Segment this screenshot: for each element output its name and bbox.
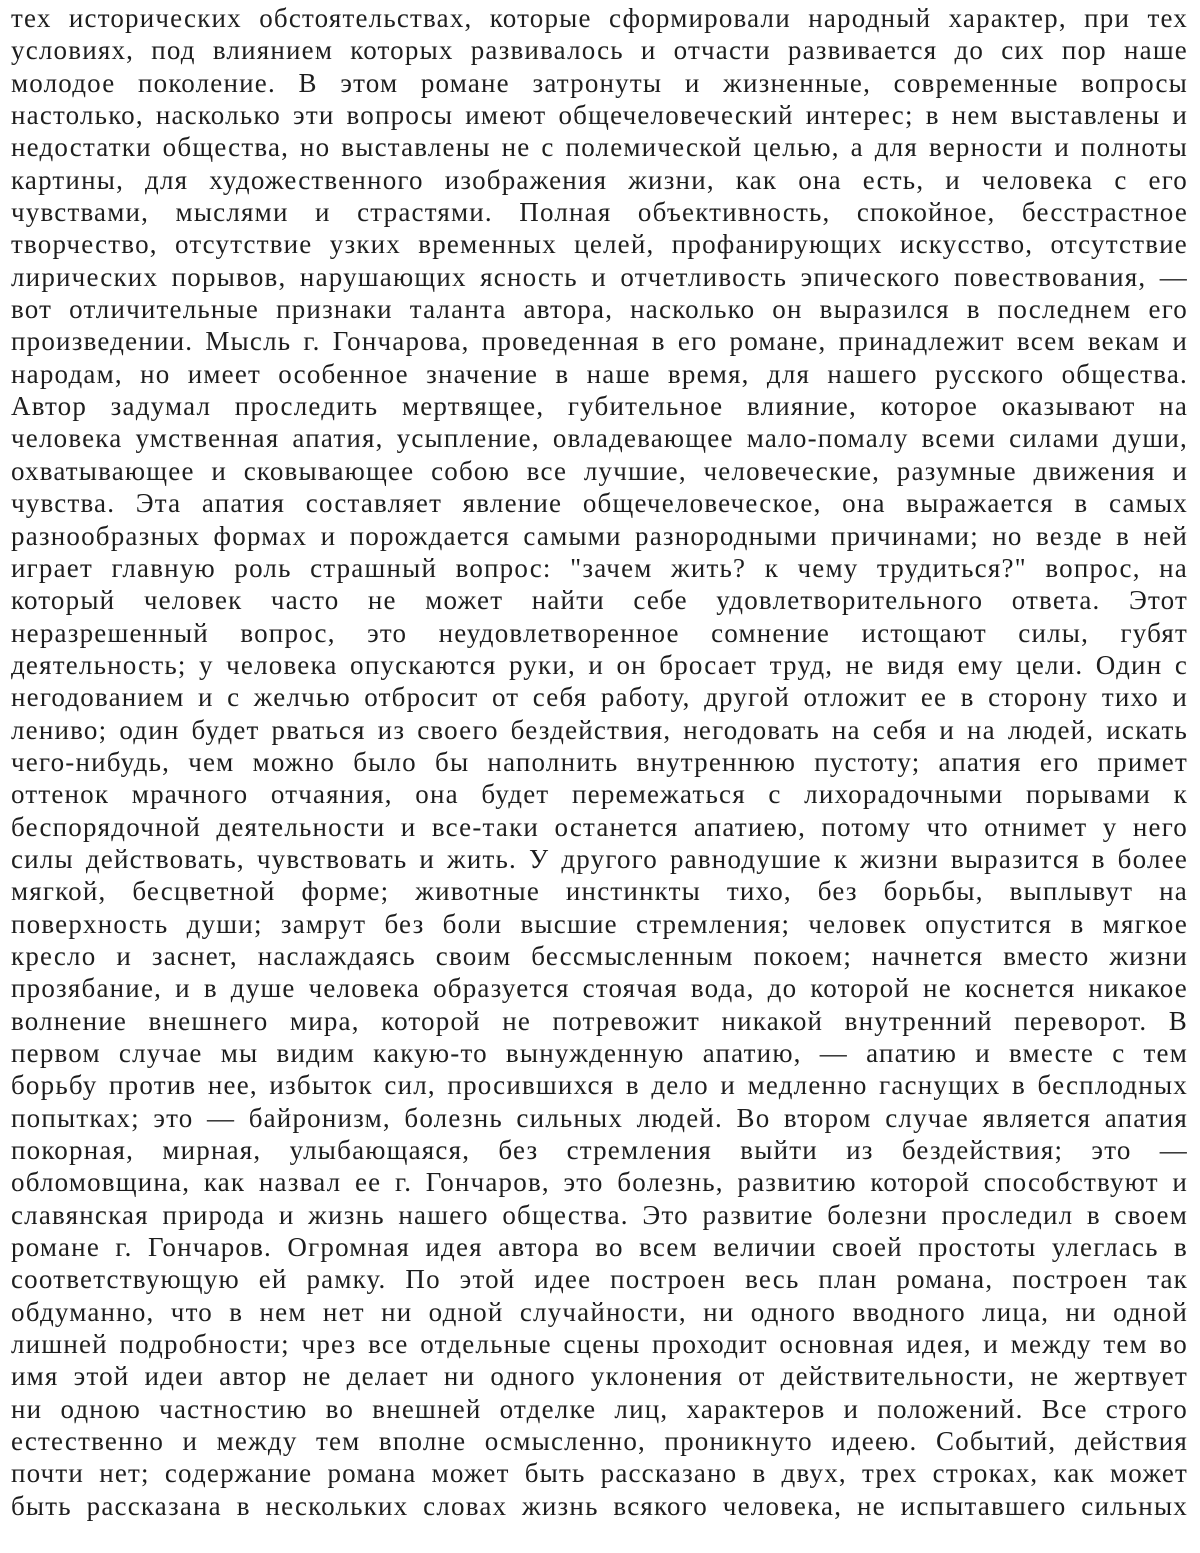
text-line: тех исторических обстоятельствах, которые сформировали народный характер, при тех (11, 3, 1188, 33)
text-line: деятельность; у человека опускаются руки, и он бросает труд, не видя ему цели. Один с (11, 649, 1188, 680)
text-line: кресло и заснет, наслаждаясь своим бессмысленным покоем; начнется вместо жизни (11, 940, 1188, 971)
text-line: беспорядочной деятельности и все-таки останется апатиею, потому что отнимет у него (11, 811, 1188, 842)
text-line: обломовщина, как назвал ее г. Гончаров, это болезнь, развитию которой способствуют и (11, 1167, 1188, 1198)
body-text (11, 2, 1188, 1522)
text-line: неразрешенный вопрос, это неудовлетворенное сомнение истощают силы, губят (11, 617, 1188, 648)
text-line: поверхность души; замрут без боли высшие стремления; человек опустится в мягкое (11, 908, 1188, 939)
text-line: человека умственная апатия, усыпление, овладевающее мало-помалу всеми силами души, (11, 423, 1188, 454)
text-line: романе г. Гончаров. Огромная идея автора во всем величии своей простоты улеглась в (11, 1232, 1188, 1263)
text-line: чувствами, мыслями и страстями. Полная объективность, спокойное, бесстрастное (11, 197, 1188, 228)
text-line: чего-нибудь, чем можно было бы наполнить внутреннюю пустоту; апатия его примет (11, 746, 1188, 777)
text-line: естественно и между тем вполне осмысленно, проникнуто идеею. Событий, действия (11, 1426, 1188, 1457)
text-line: который человек часто не может найти себе удовлетворительного ответа. Этот (11, 585, 1188, 616)
text-line: ни одною частностию во внешней отделке лиц, характеров и положений. Все строго (11, 1393, 1188, 1424)
text-line: попытках; это — байронизм, болезнь сильных людей. Во втором случае является апатия (11, 1102, 1188, 1133)
text-line: борьбу против нее, избыток сил, просившихся в дело и медленно гаснущих в бесплодных (11, 1070, 1188, 1101)
text-line: Автор задумал проследить мертвящее, губительное влияние, которое оказывают на (11, 391, 1188, 422)
text-line: быть рассказана в нескольких словах жизнь всякого человека, не испытавшего сильных (11, 1490, 1188, 1521)
text-line: лениво; один будет рваться из своего бездействия, негодовать на себя и на людей, искать (11, 714, 1188, 745)
text-line: недостатки общества, но выставлены не с полемической целью, а для верности и полноты (11, 132, 1188, 163)
text-line: соответствующую ей рамку. По этой идее построен весь план романа, построен так (11, 1264, 1188, 1295)
text-line: охватывающее и сковывающее собою все лучшие, человеческие, разумные движения и (11, 455, 1188, 486)
text-line: разнообразных формах и порождается самыми разнородными причинами; но везде в ней (11, 520, 1188, 551)
text-line: произведении. Мысль г. Гончарова, проведенная в его романе, принадлежит всем векам и (11, 326, 1188, 357)
text-line: лишней подробности; чрез все отдельные сцены проходит основная идея, и между тем во (11, 1329, 1188, 1360)
text-line: настолько, насколько эти вопросы имеют общечеловеческий интерес; в нем выставлены и (11, 100, 1188, 131)
text-line: покорная, мирная, улыбающаяся, без стремления выйти из бездействия; это — (11, 1135, 1188, 1166)
text-line: творчество, отсутствие узких временных целей, профанирующих искусство, отсутствие (11, 229, 1188, 260)
text-line: прозябание, и в душе человека образуется стоячая вода, до которой не коснется никакое (11, 973, 1188, 1004)
text-line: народам, но имеет особенное значение в наше время, для нашего русского общества. (11, 358, 1188, 389)
text-line: негодованием и с желчью отбросит от себя работу, другой отложит ее в сторону тихо и (11, 682, 1188, 713)
text-line: оттенок мрачного отчаяния, она будет перемежаться с лихорадочными порывами к (11, 779, 1188, 810)
text-line: картины, для художественного изображения жизни, как она есть, и человека с его (11, 164, 1188, 195)
text-line: волнение внешнего мира, которой не потревожит никакой внутренний переворот. В (11, 1005, 1188, 1036)
text-line: имя этой идеи автор не делает ни одного уклонения от действительности, не жертвует (11, 1361, 1188, 1392)
text-line: вот отличительные признаки таланта автора, насколько он выразился в последнем его (11, 294, 1188, 325)
text-line: играет главную роль страшный вопрос: "зачем жить? к чему трудиться?" вопрос, на (11, 552, 1188, 583)
text-line: силы действовать, чувствовать и жить. У другого равнодушие к жизни выразится в более (11, 843, 1188, 874)
text-line: почти нет; содержание романа может быть рассказано в двух, трех строках, как может (11, 1458, 1188, 1489)
text-line: чувства. Эта апатия составляет явление общечеловеческое, она выражается в самых (11, 488, 1188, 519)
text-line: первом случае мы видим какую-то вынужденную апатию, — апатию и вместе с тем (11, 1038, 1188, 1068)
text-line: молодое поколение. В этом романе затронуты и жизненные, современные вопросы (11, 67, 1188, 98)
text-line: славянская природа и жизнь нашего общества. Это развитие болезни проследил в своем (11, 1199, 1188, 1230)
text-line: условиях, под влиянием которых развивалось и отчасти развивается до сих пор наше (11, 35, 1188, 66)
text-line: обдуманно, что в нем нет ни одной случайности, ни одного вводного лица, ни одной (11, 1296, 1188, 1327)
text-line: лирических порывов, нарушающих ясность и отчетливость эпического повествования, — (11, 261, 1188, 292)
text-line: мягкой, бесцветной форме; животные инстинкты тихо, без борьбы, выплывут на (11, 876, 1188, 907)
